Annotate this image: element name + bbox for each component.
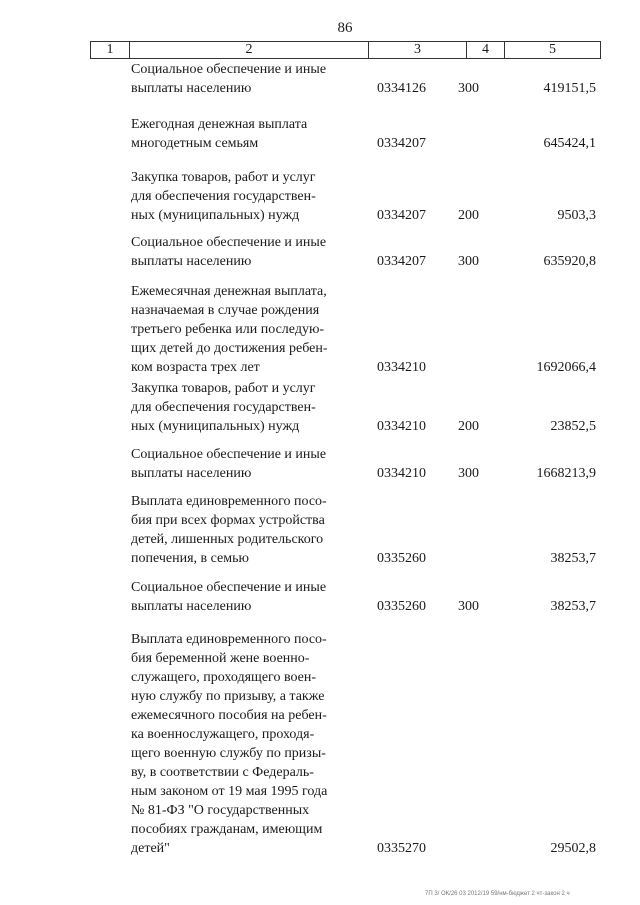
row-description-line: ных (муниципальных) нужд — [131, 208, 300, 223]
row-description — [131, 578, 346, 616]
row-expense-type: 300 — [458, 599, 479, 614]
row-amount: 23852,5 — [550, 419, 596, 434]
row-expense-type: 200 — [458, 419, 479, 434]
row-description-line: Закупка товаров, работ и услуг — [131, 170, 316, 185]
row-expense-type: 300 — [458, 466, 479, 481]
row-description-line: Выплата единовременного посо- — [131, 632, 327, 647]
row-code: 0334207 — [377, 208, 426, 223]
row-description-line: выплаты населению — [131, 81, 252, 96]
row-description-line: ву, в соответствии с Федераль- — [131, 765, 314, 780]
header-col-4: 4 — [467, 42, 505, 58]
row-description-line: выплаты населению — [131, 254, 252, 269]
row-description-line: Закупка товаров, работ и услуг — [131, 381, 316, 396]
row-description-line: № 81-ФЗ "О государственных — [131, 803, 310, 818]
row-description-line: ком возраста трех лет — [131, 360, 260, 375]
row-amount: 1668213,9 — [536, 466, 596, 481]
row-code: 0334210 — [377, 419, 426, 434]
page-number: 86 — [337, 20, 353, 36]
row-expense-type: 300 — [458, 81, 479, 96]
row-code: 0334126 — [377, 81, 426, 96]
header-col-3: 3 — [369, 42, 467, 58]
row-amount: 29502,8 — [550, 841, 596, 856]
row-code: 0334210 — [377, 466, 426, 481]
row-amount: 38253,7 — [550, 551, 596, 566]
row-description-line: Ежегодная денежная выплата — [131, 117, 308, 132]
row-description-line: Социальное обеспечение и иные — [131, 62, 327, 77]
row-description-line: Социальное обеспечение и иные — [131, 580, 327, 595]
row-amount: 419151,5 — [543, 81, 596, 96]
row-code: 0335270 — [377, 841, 426, 856]
row-amount: 645424,1 — [543, 136, 596, 151]
row-description — [131, 379, 346, 436]
row-description-line: выплаты населению — [131, 466, 252, 481]
row-expense-type: 200 — [458, 208, 479, 223]
row-description-line: служащего, проходящего воен- — [131, 670, 317, 685]
row-description-line: для обеспечения государствен- — [131, 400, 316, 415]
row-description-line: щего военную службу по призы- — [131, 746, 326, 761]
table-header — [90, 41, 601, 59]
row-description-line: детей, лишенных родительского — [131, 532, 324, 547]
row-amount: 635920,8 — [543, 254, 596, 269]
row-description-line: Социальное обеспечение и иные — [131, 235, 327, 250]
row-description-line: ным законом от 19 мая 1995 года — [131, 784, 328, 799]
row-code: 0334210 — [377, 360, 426, 375]
row-description — [131, 233, 346, 271]
row-code: 0335260 — [377, 599, 426, 614]
row-description-line: многодетным семьям — [131, 136, 259, 151]
row-description-line: для обеспечения государствен- — [131, 189, 316, 204]
row-description-line: третьего ребенка или последую- — [131, 322, 325, 337]
row-description-line: Ежемесячная денежная выплата, — [131, 284, 327, 299]
header-col-2: 2 — [130, 42, 369, 58]
row-description-line: назначаемая в случае рождения — [131, 303, 320, 318]
row-description-line: бия при всех формах устройства — [131, 513, 325, 528]
row-code: 0334207 — [377, 136, 426, 151]
row-description — [131, 630, 346, 858]
row-description-line: ных (муниципальных) нужд — [131, 419, 300, 434]
row-description-line: детей" — [131, 841, 170, 856]
row-amount: 1692066,4 — [536, 360, 596, 375]
footer-code: 7П 3/ ОК/26 03 2012/19 59/нм-бюджет 2 чт-закон 2 ч — [425, 891, 570, 897]
row-code: 0334207 — [377, 254, 426, 269]
header-col-5: 5 — [549, 42, 556, 57]
row-description — [131, 168, 346, 225]
row-description — [131, 115, 346, 153]
row-description-line: выплаты населению — [131, 599, 252, 614]
row-description — [131, 492, 346, 568]
row-description-line: Выплата единовременного посо- — [131, 494, 327, 509]
row-description-line: щих детей до достижения ребен- — [131, 341, 328, 356]
row-description-line: пособиях гражданам, имеющим — [131, 822, 323, 837]
row-description — [131, 282, 346, 377]
row-amount: 9503,3 — [557, 208, 596, 223]
header-col-1: 1 — [91, 42, 130, 58]
row-description-line: бия беременной жене военно- — [131, 651, 310, 666]
row-description-line: ную службу по призыву, а также — [131, 689, 325, 704]
row-expense-type: 300 — [458, 254, 479, 269]
row-description — [131, 60, 346, 98]
row-amount: 38253,7 — [550, 599, 596, 614]
row-description-line: попечения, в семью — [131, 551, 249, 566]
row-description — [131, 445, 346, 483]
row-description-line: ежемесячного пособия на ребен- — [131, 708, 327, 723]
row-description-line: ка военнослужащего, проходя- — [131, 727, 315, 742]
row-code: 0335260 — [377, 551, 426, 566]
row-description-line: Социальное обеспечение и иные — [131, 447, 327, 462]
